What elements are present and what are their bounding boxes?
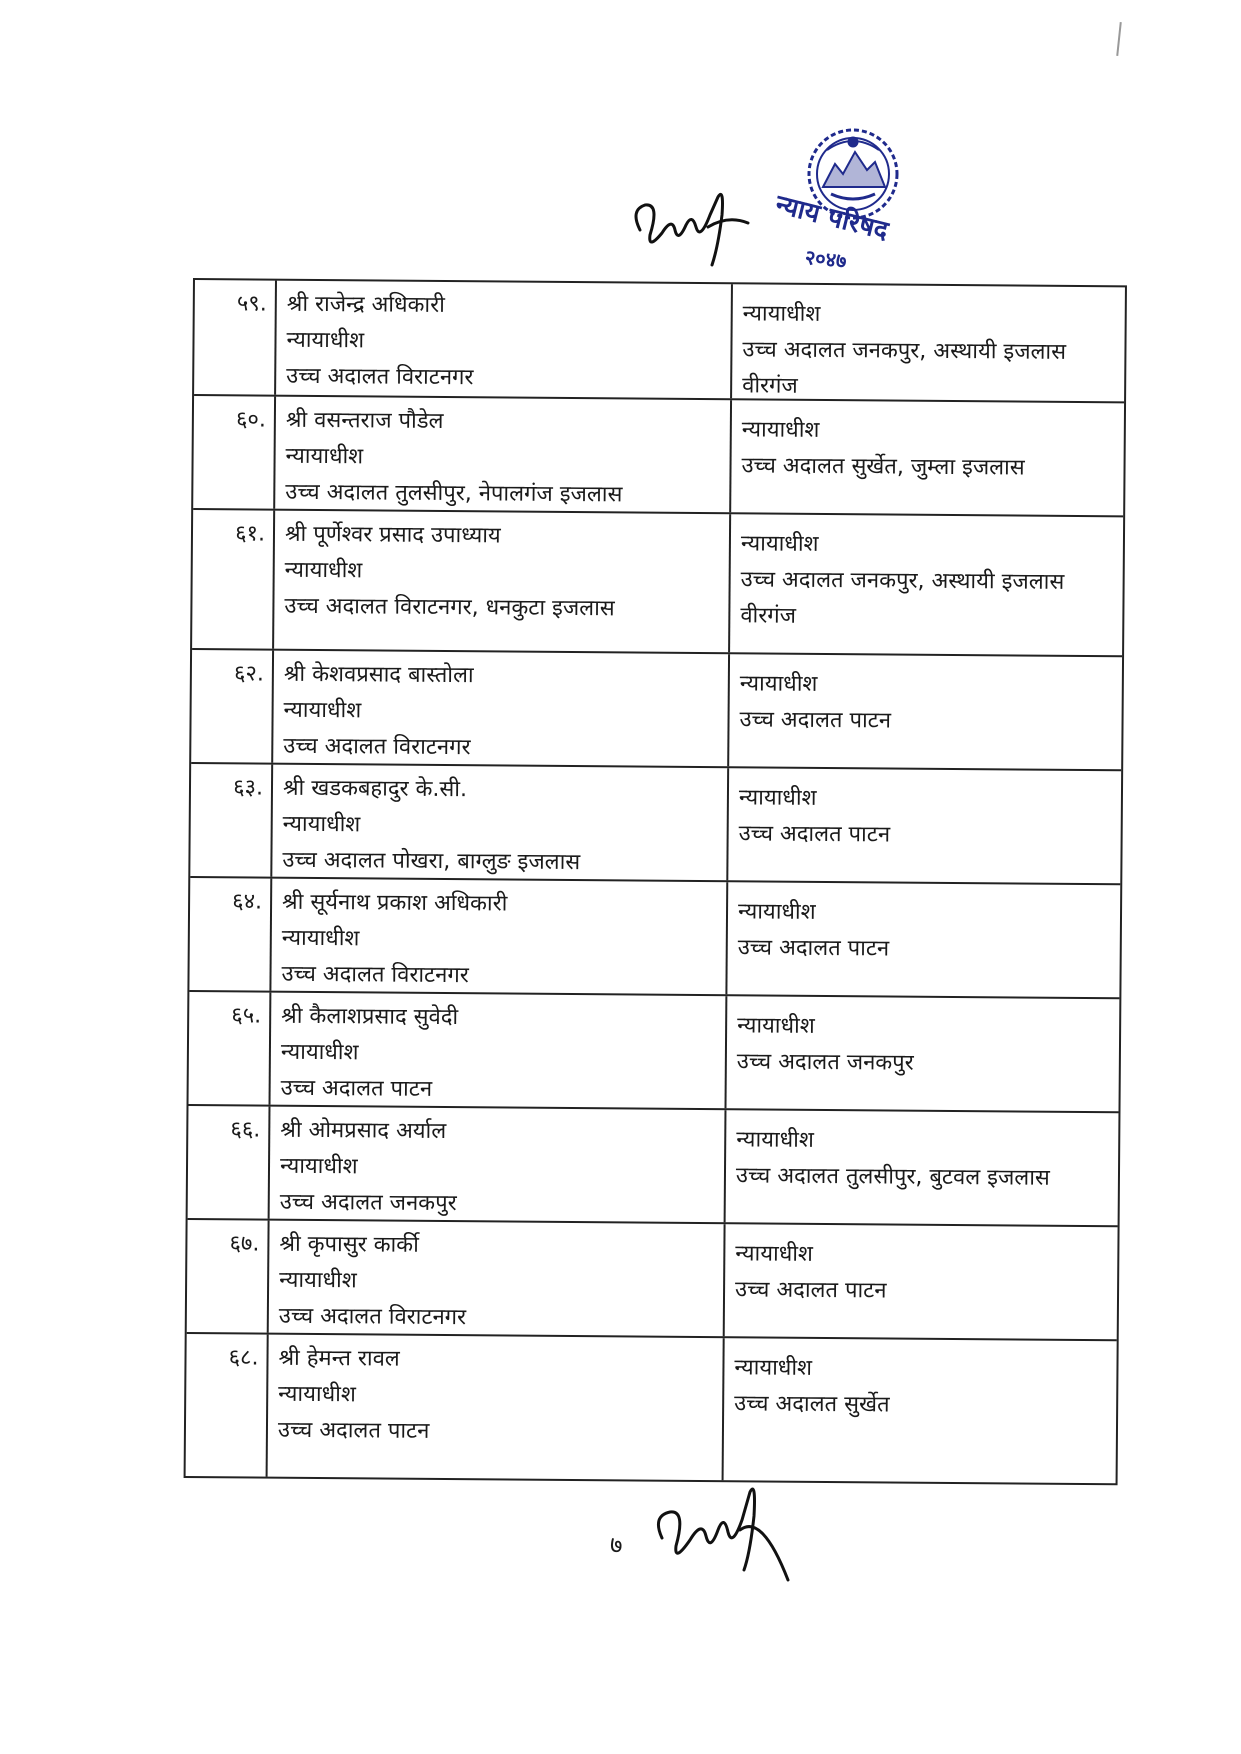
table-row xyxy=(193,394,1124,515)
new-assignment-cell xyxy=(725,1224,1118,1339)
current-assignment-cell xyxy=(270,1107,727,1223)
table-row xyxy=(192,508,1123,655)
serial-number: ६२. xyxy=(191,650,274,763)
current-court: उच्च अदालत विराटनगर xyxy=(281,961,469,989)
new-court: उच्च अदालत तुलसीपुर, बुटवल इजलास xyxy=(735,1163,1050,1191)
current-court: उच्च अदालत विराटनगर xyxy=(286,363,474,391)
new-assignment-cell xyxy=(726,1110,1119,1225)
seal-year: २०४७ xyxy=(803,244,848,274)
judge-name: श्री खडकबहादुर के.सी. xyxy=(282,775,468,803)
new-post: न्यायाधीश xyxy=(739,671,818,697)
new-assignment-cell xyxy=(730,514,1123,655)
serial-number: ६७. xyxy=(187,1220,270,1333)
table-row xyxy=(191,648,1122,769)
judge-name: श्री वसन्तराज पौडेल xyxy=(285,407,444,434)
new-post: न्यायाधीश xyxy=(735,1241,814,1267)
new-court: उच्च अदालत पाटन xyxy=(734,1277,887,1304)
table-row xyxy=(188,1104,1119,1225)
new-court: उच्च अदालत सुर्खेत, जुम्ला इजलास xyxy=(741,453,1025,481)
new-court: उच्च अदालत पाटन xyxy=(738,821,891,848)
new-post: न्यायाधीश xyxy=(742,301,821,327)
current-court: उच्च अदालत पाटन xyxy=(277,1417,430,1444)
new-court: उच्च अदालत पाटन xyxy=(739,707,892,734)
new-post: न्यायाधीश xyxy=(741,417,820,443)
judge-name: श्री केशवप्रसाद बास्तोला xyxy=(283,661,474,689)
current-court: उच्च अदालत पोखरा, बाग्लुङ इजलास xyxy=(282,847,581,876)
new-post: न्यायाधीश xyxy=(737,899,816,925)
current-post: न्यायाधीश xyxy=(279,1153,358,1180)
serial-number: ६४. xyxy=(189,878,272,991)
current-court: उच्च अदालत विराटनगर xyxy=(278,1303,467,1331)
signature-icon xyxy=(620,175,770,280)
current-assignment-cell xyxy=(274,511,731,653)
current-post: न्यायाधीश xyxy=(280,1039,359,1066)
current-post: न्यायाधीश xyxy=(278,1381,356,1408)
new-assignment-cell xyxy=(732,284,1125,401)
table-row xyxy=(189,990,1120,1111)
current-assignment-cell xyxy=(269,1221,726,1337)
new-post: न्यायाधीश xyxy=(738,785,817,811)
serial-number: ५९. xyxy=(194,280,277,395)
scan-mark xyxy=(1116,22,1122,56)
new-post: न्यायाधीश xyxy=(736,1127,814,1153)
new-post: न्यायाधीश xyxy=(740,531,819,557)
current-post: न्यायाधीश xyxy=(283,697,362,724)
seal-text: न्याय परिषद xyxy=(772,189,892,247)
current-post: न्यायाधीश xyxy=(282,811,361,838)
signature-icon xyxy=(650,1468,810,1588)
new-post: न्यायाधीश xyxy=(737,1013,815,1039)
serial-number: ६८. xyxy=(186,1334,269,1477)
new-court: उच्च अदालत पाटन xyxy=(737,935,890,962)
table-row xyxy=(189,876,1120,997)
table-row xyxy=(186,1332,1117,1483)
current-court: उच्च अदालत जनकपुर xyxy=(279,1189,457,1217)
current-court: उच्च अदालत तुलसीपुर, नेपालगंज इजलास xyxy=(285,479,623,508)
new-court: उच्च अदालत सुर्खेत xyxy=(734,1391,890,1418)
new-court: उच्च अदालत जनकपुर, अस्थायी इजलास वीरगंज xyxy=(742,337,1067,399)
table-row xyxy=(190,762,1121,883)
current-assignment-cell xyxy=(271,993,728,1109)
table-row xyxy=(194,280,1125,401)
new-assignment-cell xyxy=(729,654,1122,769)
judge-name: श्री कैलाशप्रसाद सुवेदी xyxy=(281,1003,459,1031)
judge-name: श्री हेमन्त रावल xyxy=(278,1345,400,1372)
judge-name: श्री पूर्णेश्वर प्रसाद उपाध्याय xyxy=(284,521,501,549)
serial-number: ६६. xyxy=(188,1106,271,1219)
new-post: न्यायाधीश xyxy=(734,1355,813,1381)
transfer-table xyxy=(184,278,1127,1485)
current-court: उच्च अदालत पाटन xyxy=(280,1075,433,1102)
new-court: उच्च अदालत जनकपुर xyxy=(736,1049,914,1076)
current-post: न्यायाधीश xyxy=(285,443,364,470)
current-post: न्यायाधीश xyxy=(284,557,363,584)
current-assignment-cell xyxy=(276,281,733,399)
current-post: न्यायाधीश xyxy=(279,1267,357,1294)
current-court: उच्च अदालत विराटनगर, धनकुटा इजलास xyxy=(284,593,615,622)
judge-name: श्री ओमप्रसाद अर्याल xyxy=(280,1117,447,1145)
current-assignment-cell xyxy=(273,651,730,767)
judge-name: श्री कृपासुर कार्की xyxy=(279,1231,419,1258)
new-assignment-cell xyxy=(724,1338,1117,1483)
serial-number: ६१. xyxy=(192,510,275,649)
serial-number: ६५. xyxy=(189,992,272,1105)
current-assignment-cell xyxy=(272,765,729,881)
current-post: न्यायाधीश xyxy=(281,925,360,952)
new-assignment-cell xyxy=(727,882,1120,997)
new-assignment-cell xyxy=(731,400,1124,515)
new-assignment-cell xyxy=(726,996,1119,1111)
judge-name: श्री राजेन्द्र अधिकारी xyxy=(286,291,445,318)
table-row xyxy=(187,1218,1118,1339)
new-assignment-cell xyxy=(728,768,1121,883)
page-number: ७ xyxy=(610,1531,623,1559)
current-court: उच्च अदालत विराटनगर xyxy=(283,733,471,761)
current-post: न्यायाधीश xyxy=(286,327,365,354)
serial-number: ६०. xyxy=(193,396,276,509)
current-assignment-cell xyxy=(268,1335,725,1481)
judge-name: श्री सूर्यनाथ प्रकाश अधिकारी xyxy=(282,889,508,917)
new-court: उच्च अदालत जनकपुर, अस्थायी इजलास वीरगंज xyxy=(740,567,1065,629)
current-assignment-cell xyxy=(271,879,728,995)
serial-number: ६३. xyxy=(190,764,273,877)
current-assignment-cell xyxy=(275,397,732,513)
